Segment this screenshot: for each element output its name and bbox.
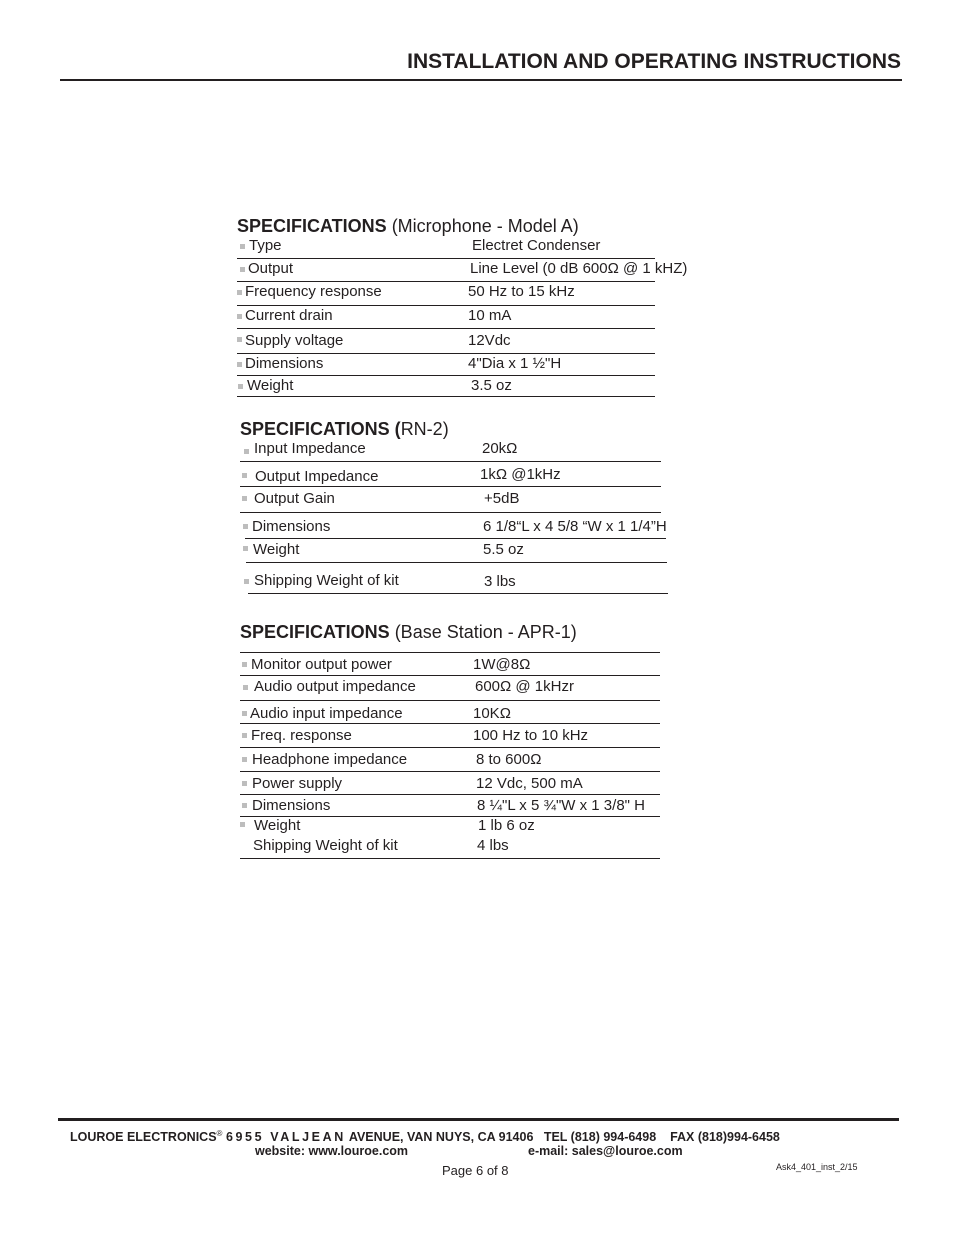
bullet-icon: [242, 757, 247, 762]
spec-row-power-supply: [240, 772, 660, 795]
spec-value: 12Vdc: [468, 332, 511, 349]
spec-value: 3 lbs: [484, 573, 516, 590]
spec-row-frequency-response: [237, 282, 655, 306]
telephone: TEL (818) 994-6498: [543, 1130, 657, 1145]
bullet-icon: [237, 337, 242, 342]
website-link[interactable]: website: www.louroe.com: [255, 1144, 409, 1158]
rn2-specs-section: [240, 419, 667, 595]
spec-value: 6 1/8“L x 4 5/8 “W x 1 1/4”H: [483, 518, 667, 535]
spec-row-output-gain: [240, 487, 661, 513]
bullet-icon: [242, 662, 247, 667]
spec-row-type: [237, 236, 655, 259]
spec-table: [240, 439, 667, 594]
spec-label: Dimensions: [252, 518, 331, 535]
spec-label: Shipping Weight of kit: [254, 572, 399, 589]
spec-row-weight: [246, 539, 667, 563]
bullet-icon: [243, 685, 248, 690]
spec-row-weight: [237, 376, 655, 397]
spec-label: Monitor output power: [251, 656, 392, 673]
spec-value: 20kΩ: [482, 440, 518, 457]
bullet-icon: [244, 449, 249, 454]
spec-row-audio-output-impedance: [240, 676, 660, 701]
registered-mark: ®: [216, 1129, 223, 1138]
section-heading: [237, 216, 655, 237]
spec-label: Dimensions: [245, 355, 324, 372]
section-heading-bold: SPECIFICATIONS: [240, 622, 390, 642]
bullet-icon: [238, 384, 243, 389]
bullet-icon: [243, 524, 248, 529]
spec-row-dimensions: [245, 513, 666, 539]
bullet-icon: [242, 711, 247, 716]
footer-address-line: [70, 1129, 780, 1144]
section-heading: [240, 419, 661, 440]
spec-label: Supply voltage: [245, 332, 344, 349]
spec-label: Input Impedance: [254, 440, 366, 457]
spec-label: Shipping Weight of kit: [253, 837, 398, 854]
spec-row-supply-voltage: [237, 329, 655, 354]
section-heading-model: (Microphone - Model A): [386, 216, 579, 236]
bullet-icon: [242, 781, 247, 786]
bullet-icon: [242, 803, 247, 808]
spec-row-input-impedance: [240, 439, 661, 462]
spec-table: [237, 236, 688, 397]
page-number: Page 6 of 8: [442, 1163, 509, 1178]
spec-value: 1kΩ @1kHz: [480, 466, 561, 483]
spec-value: 4 lbs: [477, 837, 509, 854]
bullet-icon: [237, 362, 242, 367]
section-heading-bold: SPECIFICATIONS (: [240, 419, 401, 439]
spec-label: Audio output impedance: [254, 678, 416, 695]
spec-value: 10KΩ: [473, 705, 511, 722]
spec-value: +5dB: [484, 490, 520, 507]
document-id: Ask4_401_inst_2/15: [776, 1162, 858, 1172]
spec-row-dimensions: [240, 795, 660, 817]
bullet-icon: [243, 546, 248, 551]
spec-value: 8 to 600Ω: [476, 751, 542, 768]
spec-label: Weight: [254, 817, 301, 834]
spec-label: Current drain: [245, 307, 333, 324]
base-station-specs-section: [240, 622, 660, 854]
spec-label: Dimensions: [252, 797, 331, 814]
company-name: LOUROE ELECTRONICS: [70, 1130, 217, 1145]
bullet-icon: [242, 733, 247, 738]
spec-row-dimensions: [237, 354, 655, 376]
spec-label: Frequency response: [245, 283, 382, 300]
spec-row-audio-input-impedance: [240, 701, 660, 724]
section-heading-model: (Base Station - APR-1): [389, 622, 577, 642]
street-address: AVENUE, VAN NUYS, CA 91406: [348, 1130, 534, 1145]
spec-table: [240, 652, 660, 859]
spec-value: 50 Hz to 15 kHz: [468, 283, 575, 300]
spec-value: 10 mA: [468, 307, 512, 324]
spec-label: Output: [248, 260, 294, 277]
spec-value: Line Level (0 dB 600Ω @ 1 kHZ): [470, 260, 688, 277]
bullet-icon: [237, 314, 242, 319]
spec-label: Weight: [253, 541, 300, 558]
spec-value: 12 Vdc, 500 mA: [476, 775, 583, 792]
spec-row-shipping-weight: [240, 837, 660, 859]
spec-label: Weight: [247, 377, 294, 394]
spec-row-output: [237, 259, 688, 282]
spec-row-shipping-weight: [248, 563, 668, 594]
spec-value: 100 Hz to 10 kHz: [473, 727, 589, 744]
spec-label: Freq. response: [251, 727, 352, 744]
spec-value: 5.5 oz: [483, 541, 524, 558]
spec-row-monitor-output-power: [240, 653, 660, 676]
footer-divider: [58, 1118, 899, 1121]
bullet-icon: [242, 496, 247, 501]
bullet-icon: [244, 579, 249, 584]
spec-row-freq-response: [240, 724, 660, 748]
spec-label: Output Gain: [254, 490, 335, 507]
spec-label: Audio input impedance: [250, 705, 403, 722]
spec-label: Output Impedance: [255, 468, 379, 485]
title-divider: [60, 79, 902, 81]
spec-value: 3.5 oz: [471, 377, 512, 394]
spec-value: 1W@8Ω: [473, 656, 531, 673]
bullet-icon: [240, 244, 245, 249]
spec-value: 4"Dia x 1 ½"H: [468, 355, 562, 372]
microphone-specs-section: [237, 216, 688, 398]
spec-label: Type: [249, 237, 282, 254]
email-link[interactable]: e-mail: sales@louroe.com: [528, 1144, 683, 1158]
spec-label: Power supply: [252, 775, 343, 792]
street-number: 6955 VALJEAN: [225, 1130, 346, 1145]
section-heading: [240, 622, 660, 643]
spec-row-output-impedance: [240, 462, 661, 487]
spec-label: Headphone impedance: [252, 751, 408, 768]
spec-value: 600Ω @ 1kHzr: [475, 678, 574, 695]
spec-value: 1 lb 6 oz: [478, 817, 535, 834]
section-heading-model: RN-2): [400, 419, 449, 439]
section-heading-bold: SPECIFICATIONS: [237, 216, 387, 236]
spec-row-current-drain: [237, 306, 655, 329]
page-title: INSTALLATION AND OPERATING INSTRUCTIONS: [407, 50, 901, 73]
bullet-icon: [240, 822, 245, 827]
spec-row-weight: [240, 817, 660, 837]
bullet-icon: [240, 267, 245, 272]
spec-row-headphone-impedance: [240, 748, 660, 772]
bullet-icon: [237, 290, 242, 295]
spec-value: Electret Condenser: [472, 237, 601, 254]
spec-value: 8 ¼"L x 5 ¾"W x 1 3/8" H: [477, 797, 645, 814]
bullet-icon: [242, 473, 247, 478]
fax: FAX (818)994-6458: [670, 1130, 780, 1145]
